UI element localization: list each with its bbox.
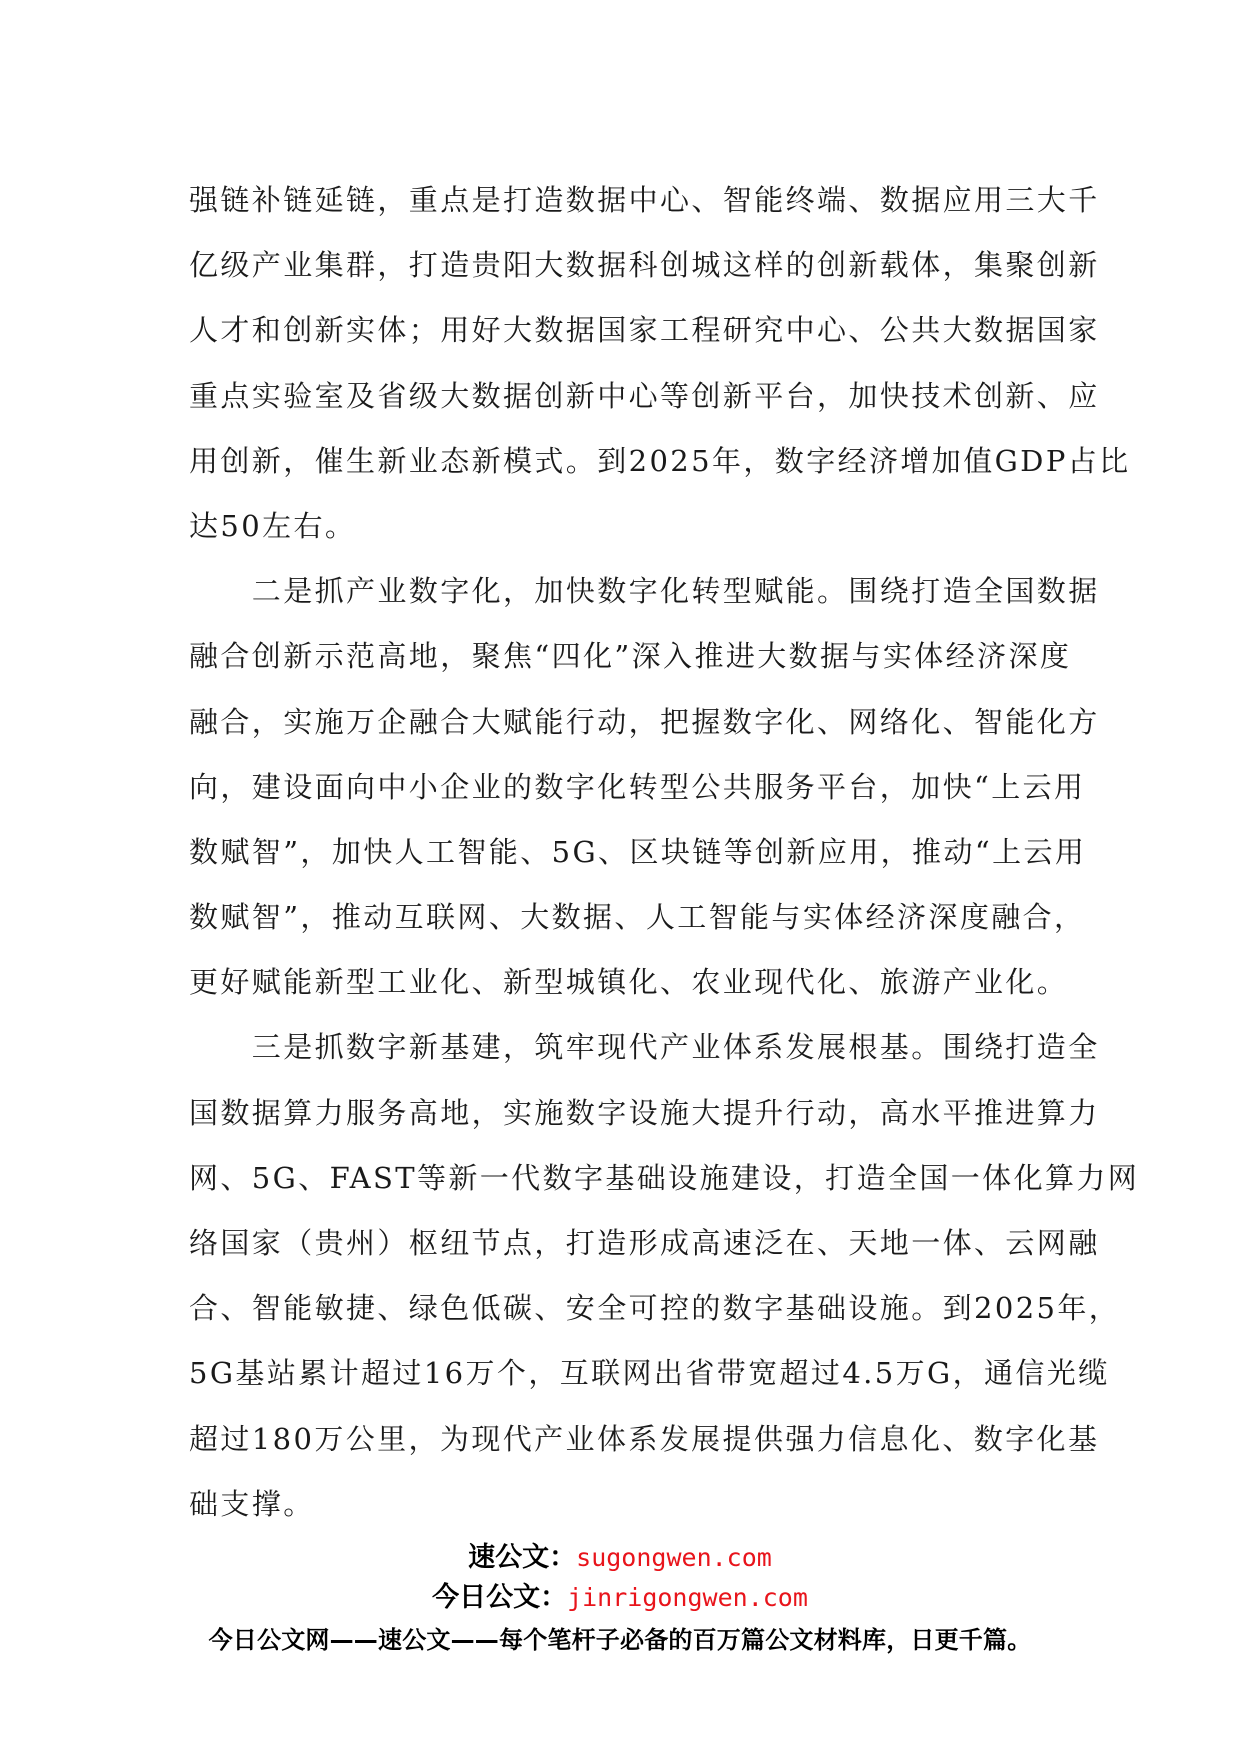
text-line: 网、5G、FAST等新一代数字基础设施建设，打造全国一体化算力网 <box>189 1160 1140 1195</box>
text-line: 础支撑。 <box>189 1486 315 1521</box>
site2-row <box>0 1578 1240 1618</box>
text-line: 融合创新示范高地，聚焦“四化”深入推进大数据与实体经济深度 <box>189 639 1072 674</box>
text-line: 国数据算力服务高地，实施数字设施大提升行动，高水平推进算力 <box>189 1095 1100 1130</box>
text-line: 用创新，催生新业态新模式。到2025年，数字经济增加值GDP占比 <box>189 443 1131 478</box>
text-line: 数赋智”，加快人工智能、5G、区块链等创新应用，推动“上云用 <box>189 834 1087 869</box>
site2-url-link[interactable]: jinrigongwen.com <box>567 1583 808 1612</box>
watermark-footer <box>0 1538 1240 1660</box>
text-line: 络国家（贵州）枢纽节点，打造形成高速泛在、天地一体、云网融 <box>189 1226 1100 1260</box>
text-line: 达50左右。 <box>189 508 357 543</box>
paragraph-start-line: 二是抓产业数字化，加快数字化转型赋能。围绕打造全国数据 <box>189 574 1100 609</box>
text-line: 强链补链延链，重点是打造数据中心、智能终端、数据应用三大千 <box>189 183 1100 217</box>
footer-tagline: 今日公文网——速公文——每个笔杆子必备的百万篇公文材料库，日更千篇。 <box>208 1626 1032 1654</box>
paragraph-start-line: 三是抓数字新基建，筑牢现代产业体系发展根基。围绕打造全 <box>189 1030 1100 1065</box>
text-line: 融合，实施万企融合大赋能行动，把握数字化、网络化、智能化方 <box>189 704 1100 739</box>
document-body <box>189 168 1140 1537</box>
site1-row <box>0 1538 1240 1578</box>
text-line: 合、智能敏捷、绿色低碳、安全可控的数字基础设施。到2025年， <box>189 1291 1121 1326</box>
site1-url-link[interactable]: sugongwen.com <box>576 1543 772 1572</box>
text-line: 重点实验室及省级大数据创新中心等创新平台，加快技术创新、应 <box>189 378 1100 413</box>
site2-label: 今日公文： <box>432 1582 568 1613</box>
text-line: 人才和创新实体；用好大数据国家工程研究中心、公共大数据国家 <box>189 313 1100 348</box>
text-line: 向，建设面向中小企业的数字化转型公共服务平台，加快“上云用 <box>189 769 1086 804</box>
site1-label: 速公文： <box>468 1542 577 1573</box>
text-line: 亿级产业集群，打造贵阳大数据科创城这样的创新载体，集聚创新 <box>189 248 1100 283</box>
text-line: 更好赋能新型工业化、新型城镇化、农业现代化、旅游产业化。 <box>189 965 1069 1000</box>
text-line: 数赋智”，推动互联网、大数据、人工智能与实体经济深度融合， <box>189 900 1086 935</box>
text-line: 5G基站累计超过16万个，互联网出省带宽超过4.5万G，通信光缆 <box>189 1356 1110 1391</box>
text-line: 超过180万公里，为现代产业体系发展提供强力信息化、数字化基 <box>189 1421 1100 1456</box>
